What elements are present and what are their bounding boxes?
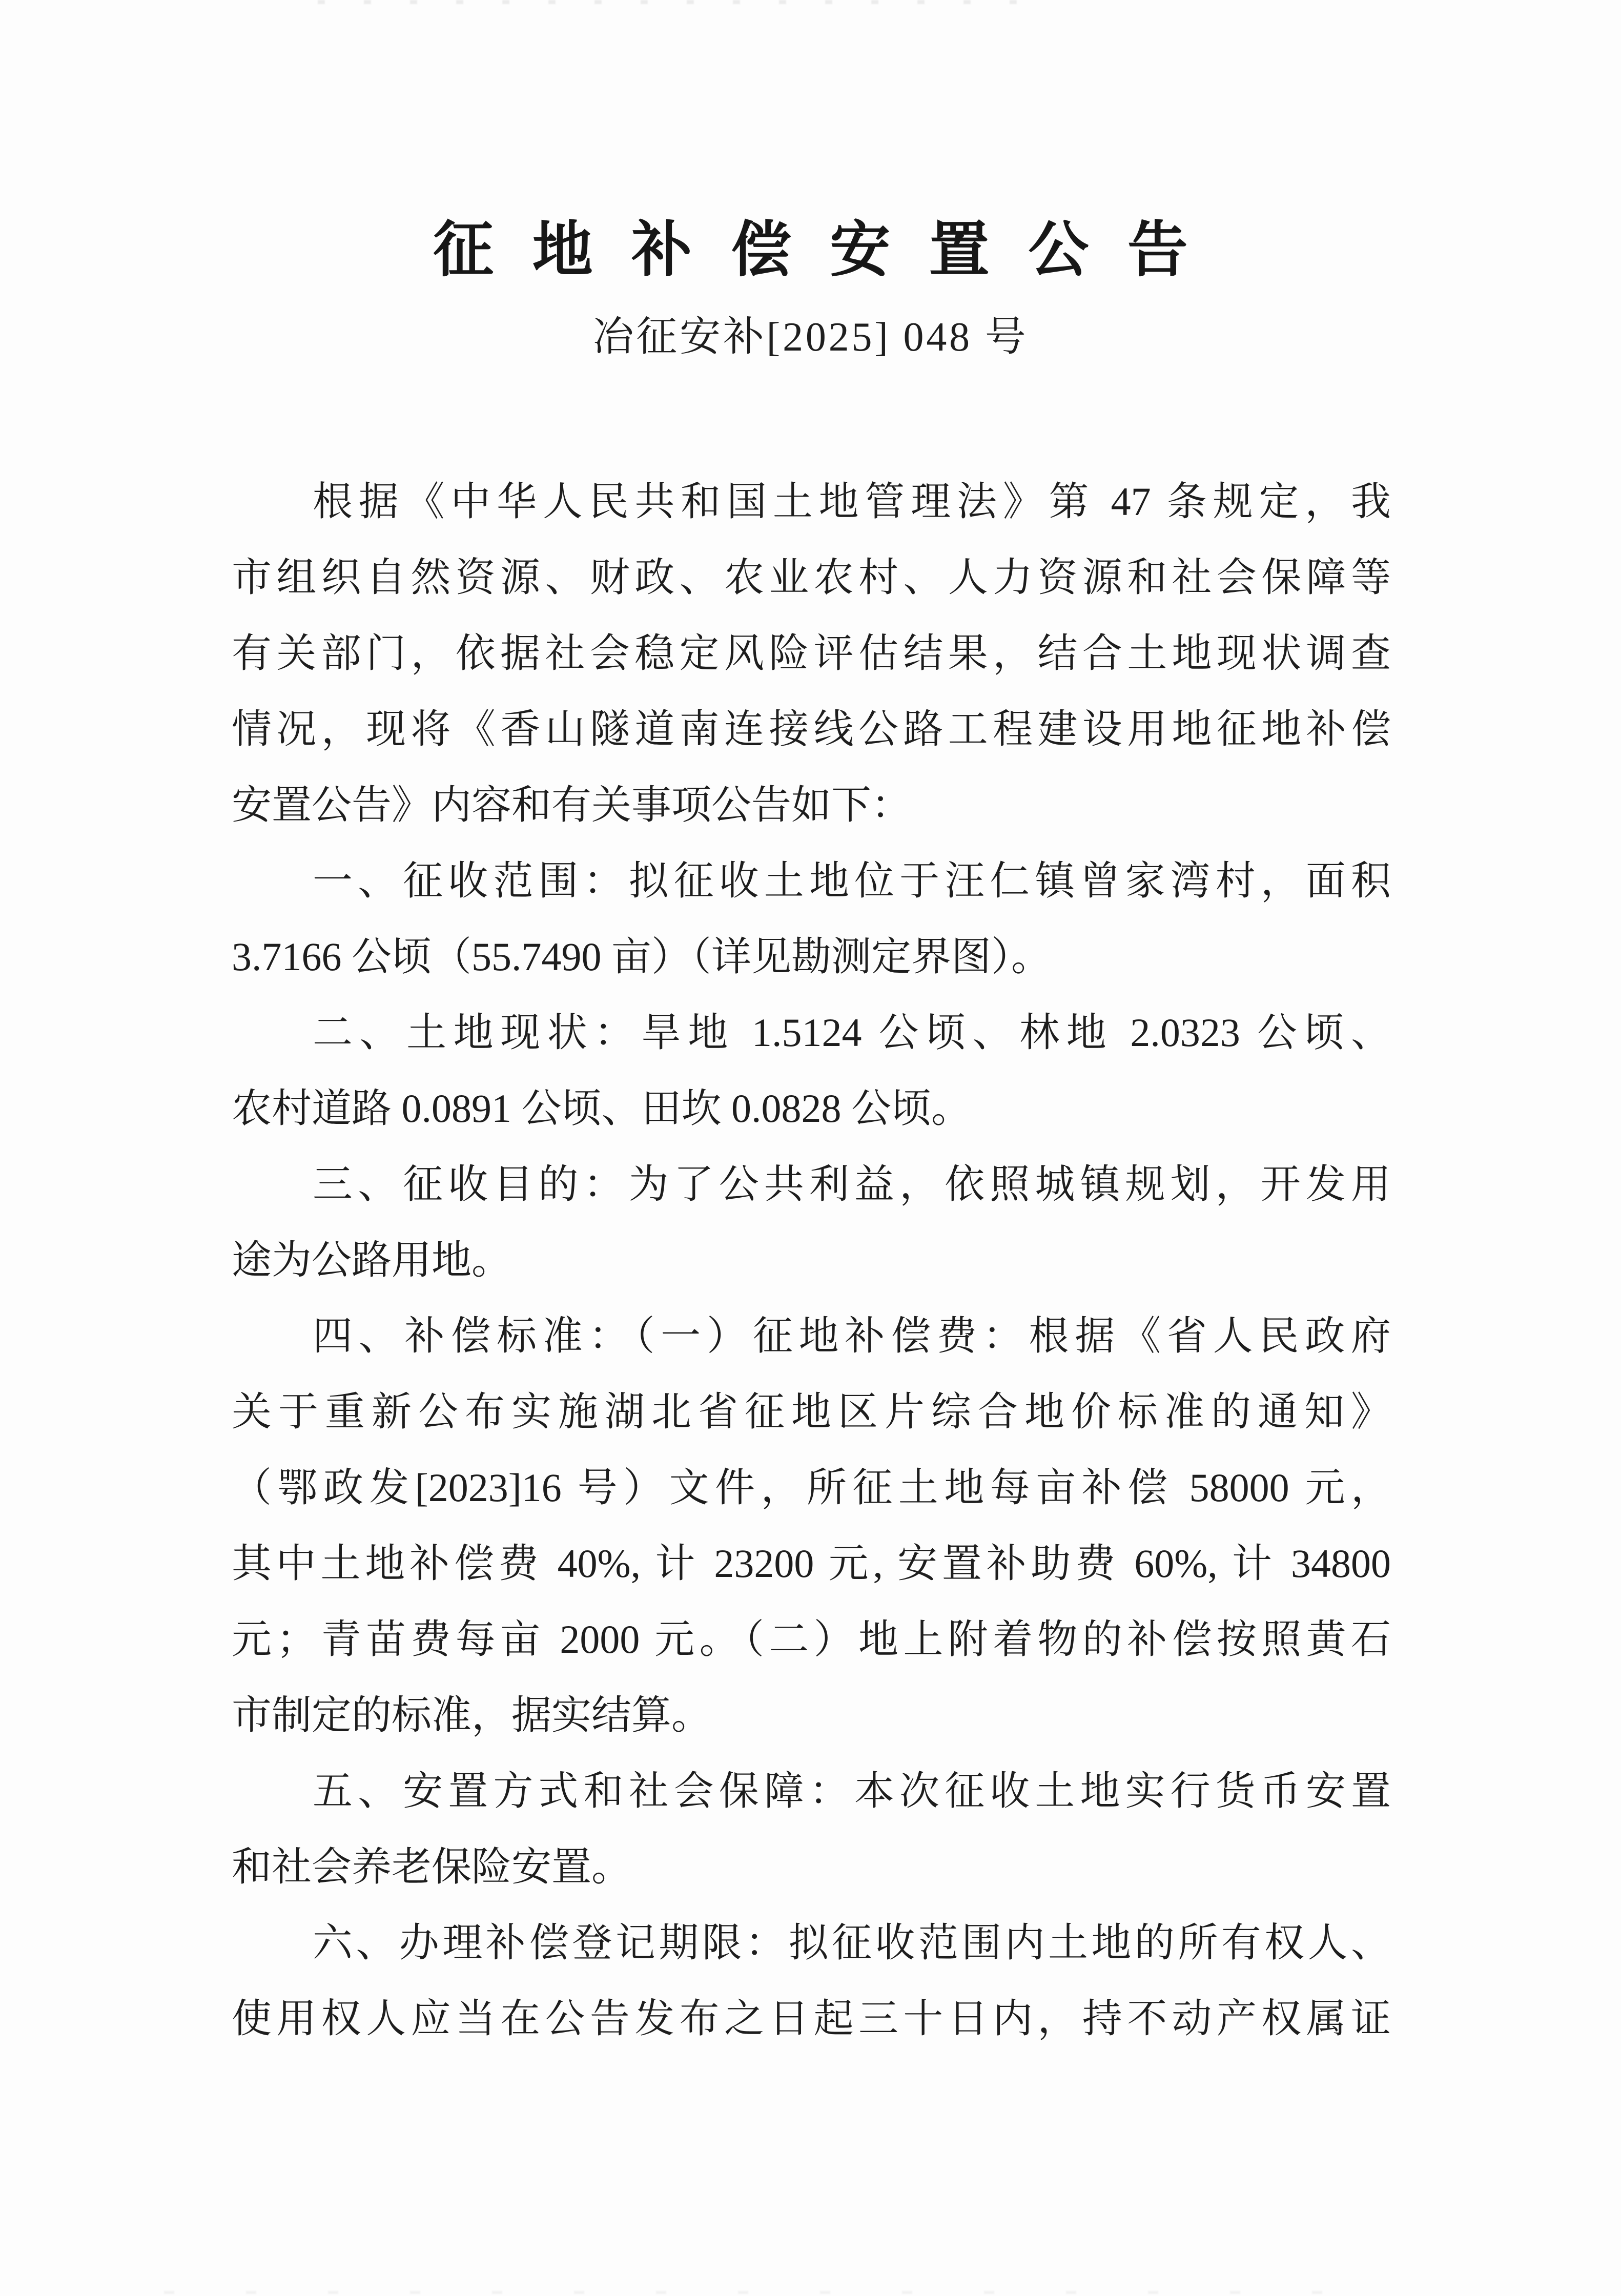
body-line: 元；青苗费每亩 2000 元。（二）地上附着物的补偿按照黄石	[232, 1617, 1391, 1662]
document-body	[232, 464, 1391, 2057]
body-line: 三、征收目的：为了公共利益，依照城镇规划，开发用	[313, 1162, 1391, 1206]
body-line: 关于重新公布实施湖北省征地区片综合地价标准的通知》	[232, 1389, 1391, 1434]
body-line: 使用权人应当在公告发布之日起三十日内，持不动产权属证	[232, 1996, 1391, 2041]
body-line: 和社会养老保险安置。	[232, 1844, 632, 1889]
scan-artifact-bottom	[164, 2291, 1343, 2294]
body-line: 情况，现将《香山隧道南连接线公路工程建设用地征地补偿	[232, 707, 1391, 751]
body-line: 有关部门，依据社会稳定风险评估结果，结合土地现状调查	[232, 631, 1391, 675]
body-line: 3.7166 公顷（55.7490 亩）（详见勘测定界图）。	[232, 934, 1052, 979]
body-line: 五、安置方式和社会保障：本次征收土地实行货币安置	[313, 1769, 1391, 1813]
body-line: （鄂政发[2023]16 号）文件，所征土地每亩补偿 58000 元，	[232, 1465, 1391, 1510]
body-line: 一、征收范围：拟征收土地位于汪仁镇曾家湾村，面积	[313, 858, 1391, 903]
body-line: 二、土地现状：旱地 1.5124 公顷、林地 2.0323 公顷、	[313, 1010, 1391, 1055]
body-line: 其中土地补偿费 40%, 计 23200 元, 安置补助费 60%, 计 34800	[232, 1541, 1391, 1586]
body-line: 六、办理补偿登记期限：拟征收范围内土地的所有权人、	[313, 1920, 1391, 1965]
body-line: 根据《中华人民共和国土地管理法》第 47 条规定，我	[313, 479, 1391, 524]
body-line: 四、补偿标准：（一）征地补偿费：根据《省人民政府	[313, 1314, 1391, 1358]
body-line: 途为公路用地。	[232, 1238, 512, 1282]
page-title: 征地补偿安置公告	[433, 217, 1227, 284]
body-line: 市组织自然资源、财政、农业农村、人力资源和社会保障等	[232, 555, 1391, 600]
document-number: 冶征安补[2025] 048 号	[592, 315, 1029, 360]
scan-artifact-top	[318, 0, 1035, 4]
body-line: 农村道路 0.0891 公顷、田坎 0.0828 公顷。	[232, 1086, 972, 1131]
body-line: 安置公告》内容和有关事项公告如下：	[232, 783, 912, 827]
body-line: 市制定的标准，据实结算。	[232, 1693, 712, 1737]
